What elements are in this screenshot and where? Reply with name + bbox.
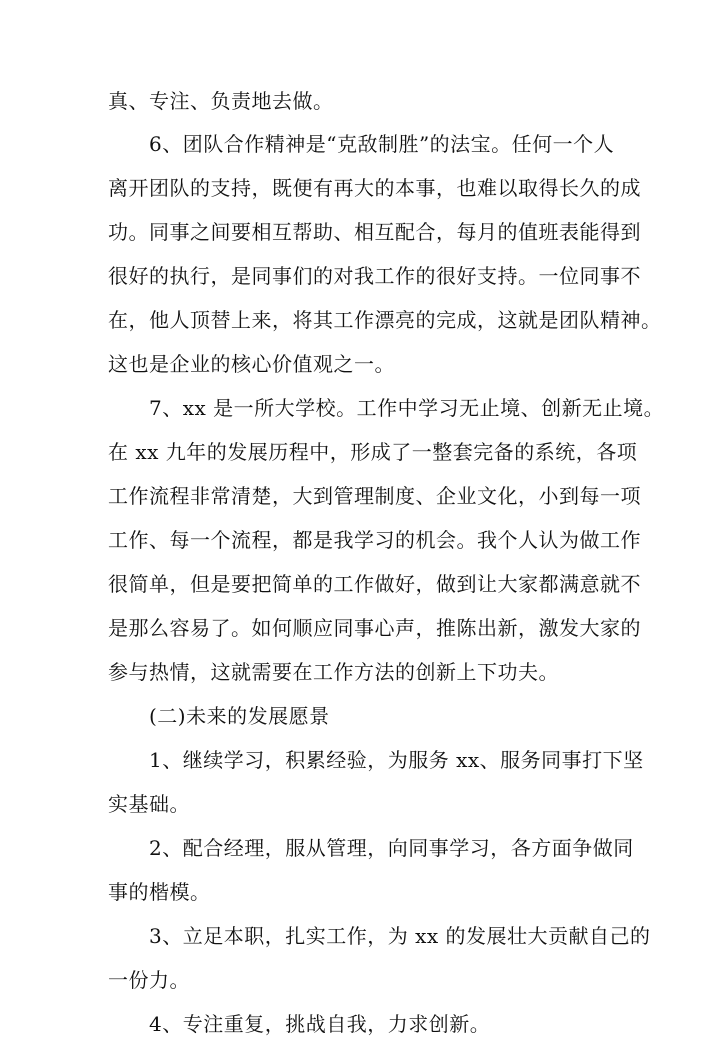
text-line: (二)未来的发展愿景 [149,704,330,728]
paragraph-item-2 [108,831,634,909]
text-line: 很简单，但是要把简单的工作做好，做到让大家都满意就不 [108,572,641,596]
text-line: 功。同事之间要相互帮助、相互配合，每月的值班表能得到 [108,220,641,244]
paragraph-2 [108,127,662,381]
text-line: 是那么容易了。如何顺应同事心声，推陈出新，激发大家的 [108,616,641,640]
paragraph-item-4 [108,1007,613,1041]
text-line: 很好的执行，是同事们的对我工作的很好支持。一位同事不 [108,264,641,288]
text-line: 一份力。 [108,968,190,992]
paragraph-1 [108,84,613,118]
text-line: 工作、每一个流程，都是我学习的机会。我个人认为做工作 [108,528,641,552]
text-line: 2、配合经理，服从管理，向同事学习，各方面争做同 [149,836,634,860]
text-line: 3、立足本职，扎实工作，为 xx 的发展壮大贡献自己的 [149,924,651,948]
paragraph-3 [108,391,665,689]
text-line: 6、团队合作精神是“克敌制胜”的法宝。任何一个人 [149,132,615,156]
text-line: 7、xx 是一所大学校。工作中学习无止境、创新无止境。 [149,396,665,420]
text-line: 这也是企业的核心价值观之一。 [108,352,395,376]
text-line: 1、继续学习，积累经验，为服务 xx、服务同事打下坚 [149,748,644,772]
paragraph-item-3 [108,919,651,997]
text-line: 实基础。 [108,792,190,816]
text-line: 真、专注、负责地去做。 [108,89,334,113]
section-heading [108,699,613,733]
text-line: 工作流程非常清楚，大到管理制度、企业文化，小到每一项 [108,484,641,508]
document-body [108,84,665,1041]
paragraph-item-1 [108,743,644,821]
text-line: 离开团队的支持，既便有再大的本事，也难以取得长久的成 [108,176,641,200]
text-line: 4、专注重复，挑战自我，力求创新。 [149,1012,491,1036]
text-line: 在 xx 九年的发展历程中，形成了一整套完备的系统，各项 [108,440,638,464]
text-line: 在，他人顶替上来，将其工作漂亮的完成，这就是团队精神。 [108,308,662,332]
text-line: 参与热情，这就需要在工作方法的创新上下功夫。 [108,660,559,684]
text-line: 事的楷模。 [108,880,211,904]
